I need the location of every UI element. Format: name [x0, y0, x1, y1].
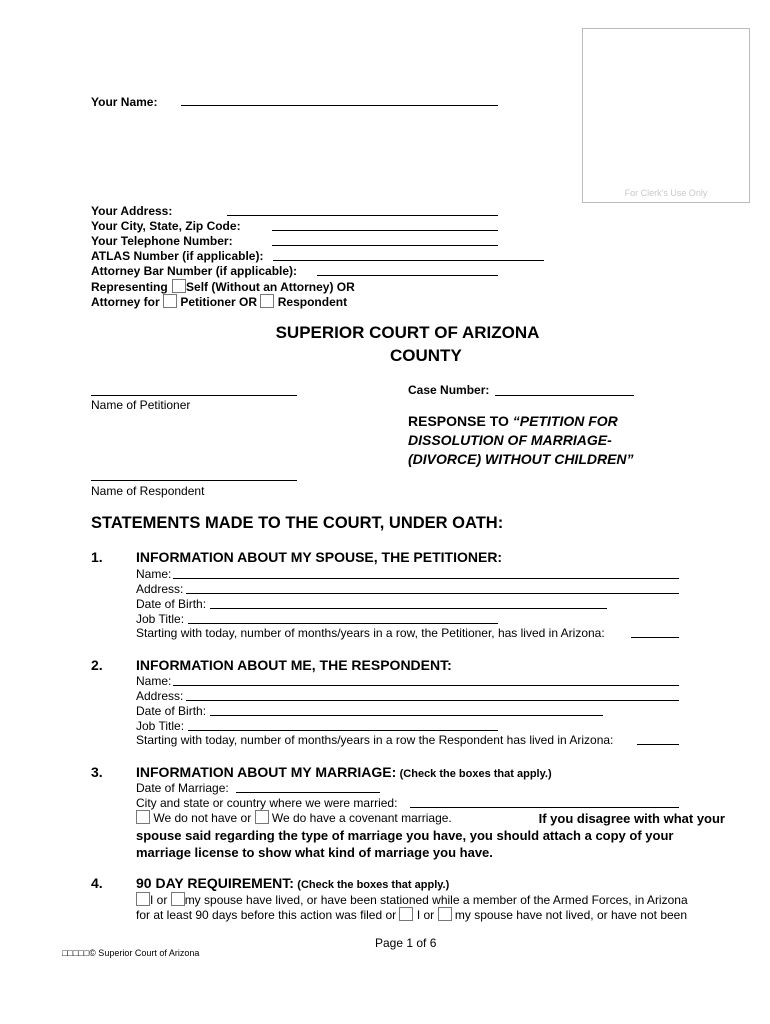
representing-row: [91, 279, 355, 294]
petitioner-name-field[interactable]: [91, 395, 297, 396]
s1-job-field[interactable]: [188, 623, 498, 624]
s2-job-field[interactable]: [188, 730, 498, 731]
your-name-row: [91, 95, 157, 109]
section-2-title: INFORMATION ABOUT ME, THE RESPONDENT:: [136, 657, 452, 673]
s4-i-checkbox-1[interactable]: [136, 892, 150, 906]
section-3-heading: [136, 764, 552, 780]
response-line-2: DISSOLUTION OF MARRIAGE-: [408, 432, 612, 448]
section-3-title: INFORMATION ABOUT MY MARRIAGE:: [136, 764, 397, 780]
no-covenant-label: We do not have or: [153, 811, 252, 825]
s2-residency-label: Starting with today, number of months/years in a row the Respondent has lived in Arizona:: [136, 733, 614, 747]
s4-line-2: [136, 907, 687, 922]
your-name-label: Your Name:: [91, 95, 158, 109]
section-4-note: (Check the boxes that apply.): [297, 879, 450, 891]
s3-place-field[interactable]: [410, 807, 679, 808]
telephone-label: Your Telephone Number:: [91, 234, 233, 248]
attorney-for-row: [91, 294, 347, 309]
s3-disagree-line-3: marriage license to show what kind of marriage you have.: [136, 845, 493, 860]
respondent-name-field[interactable]: [91, 480, 297, 481]
telephone-field[interactable]: [272, 245, 498, 246]
covenant-checkbox[interactable]: [255, 810, 269, 824]
your-address-label: Your Address:: [91, 204, 173, 218]
s4-spouse-checkbox-1[interactable]: [171, 892, 185, 906]
page-number: Page 1 of 6: [375, 936, 437, 950]
s4-i-checkbox-2[interactable]: [399, 907, 413, 921]
county-label: COUNTY: [390, 346, 462, 365]
s2-name-label: Name:: [136, 674, 172, 688]
section-1-number: 1.: [91, 549, 103, 565]
s2-residency-field[interactable]: [637, 744, 679, 745]
self-label: Self (Without an Attorney) OR: [186, 280, 355, 294]
section-1-title: INFORMATION ABOUT MY SPOUSE, THE PETITIONER:: [136, 549, 503, 565]
s2-address-field[interactable]: [186, 700, 679, 701]
s4-i-or-1: I or: [150, 893, 168, 907]
respondent-checkbox[interactable]: [260, 294, 274, 308]
response-prefix: RESPONSE TO: [408, 413, 513, 429]
s1-name-label: Name:: [136, 567, 172, 581]
section-3-number: 3.: [91, 764, 103, 780]
s3-place-label: City and state or country where we were married:: [136, 796, 398, 810]
bar-number-label: Attorney Bar Number (if applicable):: [91, 264, 298, 278]
petitioner-or-label: Petitioner OR: [180, 295, 258, 309]
s2-job-label: Job Title:: [136, 719, 185, 733]
representing-label: Representing: [91, 280, 168, 294]
statements-heading: STATEMENTS MADE TO THE COURT, UNDER OATH:: [91, 514, 504, 532]
clerk-use-label: For Clerk's Use Only: [624, 188, 708, 198]
name-of-respondent-label: Name of Respondent: [91, 484, 205, 498]
case-number-field[interactable]: [495, 395, 634, 396]
your-name-field[interactable]: [181, 105, 498, 106]
s3-date-label: Date of Marriage:: [136, 781, 229, 795]
petitioner-checkbox[interactable]: [163, 294, 177, 308]
section-2-number: 2.: [91, 657, 103, 673]
s1-address-field[interactable]: [186, 593, 679, 594]
your-address-field[interactable]: [227, 215, 498, 216]
s1-name-field[interactable]: [173, 578, 679, 579]
s4-spouse-checkbox-2[interactable]: [438, 907, 452, 921]
s2-dob-field[interactable]: [210, 715, 603, 716]
response-line-1: “PETITION FOR: [512, 413, 618, 429]
s1-residency-label: Starting with today, number of months/years in a row, the Petitioner, has lived in Arizona:: [136, 626, 605, 640]
court-title: SUPERIOR COURT OF ARIZONA: [275, 323, 540, 342]
s3-disagree-line-2: spouse said regarding the type of marriage you have, you should attach a copy of your: [136, 828, 674, 843]
section-4-heading: [136, 875, 449, 891]
s4-line-2-c: my spouse have not lived, or have not been: [454, 908, 688, 922]
bar-number-field[interactable]: [317, 275, 498, 276]
attorney-for-label: Attorney for: [91, 295, 160, 309]
atlas-field[interactable]: [273, 260, 544, 261]
response-line-3: (DIVORCE) WITHOUT CHILDREN”: [408, 451, 634, 467]
footer-copyright: □□□□□© Superior Court of Arizona: [62, 948, 200, 958]
s4-line-2-b: I or: [416, 908, 435, 922]
s2-address-label: Address:: [136, 689, 184, 703]
name-of-petitioner-label: Name of Petitioner: [91, 398, 191, 412]
city-state-zip-field[interactable]: [272, 230, 498, 231]
s2-dob-label: Date of Birth:: [136, 704, 207, 718]
atlas-label: ATLAS Number (if applicable):: [91, 249, 264, 263]
section-3-note: (Check the boxes that apply.): [399, 768, 552, 780]
no-covenant-checkbox[interactable]: [136, 810, 150, 824]
s4-line-1-rest: my spouse have lived, or have been stationed while a member of the Armed Forces, in Arizona: [184, 893, 688, 907]
section-4-number: 4.: [91, 875, 103, 891]
s3-disagree-line-1: If you disagree with what your: [538, 811, 725, 826]
s1-address-label: Address:: [136, 582, 184, 596]
respondent-label: Respondent: [277, 295, 348, 309]
section-4-title: 90 DAY REQUIREMENT:: [136, 875, 294, 891]
city-state-zip-label: Your City, State, Zip Code:: [91, 219, 241, 233]
response-title: [408, 412, 698, 469]
s2-name-field[interactable]: [173, 685, 679, 686]
covenant-label: We do have a covenant marriage.: [271, 811, 452, 825]
s1-dob-label: Date of Birth:: [136, 597, 207, 611]
s3-covenant-block: [136, 810, 725, 861]
s3-date-field[interactable]: [236, 792, 380, 793]
s4-line-2-a: for at least 90 days before this action was filed or: [136, 908, 397, 922]
clerk-use-box: [582, 28, 750, 203]
self-checkbox[interactable]: [172, 279, 186, 293]
s1-dob-field[interactable]: [210, 608, 607, 609]
s1-job-label: Job Title:: [136, 612, 185, 626]
case-number-label: Case Number:: [408, 383, 490, 397]
s1-residency-field[interactable]: [631, 637, 679, 638]
s4-line-1: [136, 892, 688, 907]
